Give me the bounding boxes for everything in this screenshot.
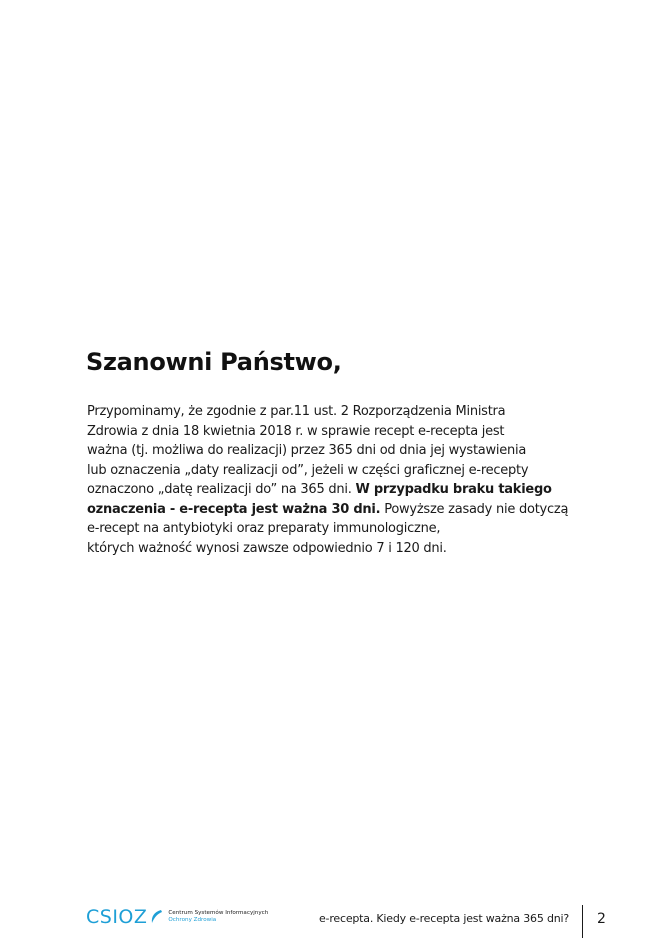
body-bold-segment: W przypadku braku takiego bbox=[355, 482, 552, 497]
body-line: których ważność wynosi zawsze odpowiednio 7 i 120 dni. bbox=[87, 540, 447, 556]
body-line: lub oznaczenia „daty realizacji od”, jeżeli w części graficznej e-recepty bbox=[87, 462, 529, 478]
body-line: Przypominamy, że zgodnie z par.11 ust. 2 Rozporządzenia Ministra bbox=[87, 404, 506, 419]
footer-divider bbox=[582, 905, 583, 938]
body-line: ważna (tj. możliwa do realizacji) przez 365 dni od dnia jej wystawienia bbox=[87, 443, 527, 458]
csioz-logo bbox=[86, 904, 268, 930]
body-line bbox=[87, 480, 587, 500]
page-number: 2 bbox=[597, 911, 606, 927]
page-heading: Szanowni Państwo, bbox=[86, 348, 342, 376]
body-line: Zdrowia z dnia 18 kwietnia 2018 r. w sprawie recept e-recepta jest bbox=[87, 423, 505, 439]
body-text-segment: Powyższe zasady nie dotyczą bbox=[380, 501, 569, 517]
logo-subtitle-line: Ochrony Zdrowia bbox=[168, 917, 217, 923]
body-line: e-recept na antybiotyki oraz preparaty immunologiczne, bbox=[87, 521, 441, 536]
logo-swoosh-icon bbox=[148, 907, 164, 927]
body-paragraph bbox=[87, 402, 587, 558]
body-line bbox=[87, 500, 587, 520]
footer-title: e-recepta. Kiedy e-recepta jest ważna 365 dni? bbox=[318, 912, 569, 925]
body-text-segment: oznaczono „datę realizacji do” na 365 dni. bbox=[87, 482, 356, 497]
logo-subtitle bbox=[168, 910, 268, 924]
logo-wordmark: CSIOZ bbox=[86, 906, 148, 928]
body-bold-segment: oznaczenia - e-recepta jest ważna 30 dni. bbox=[87, 501, 381, 517]
logo-subtitle-line: Centrum Systemów Informacyjnych bbox=[168, 910, 269, 916]
